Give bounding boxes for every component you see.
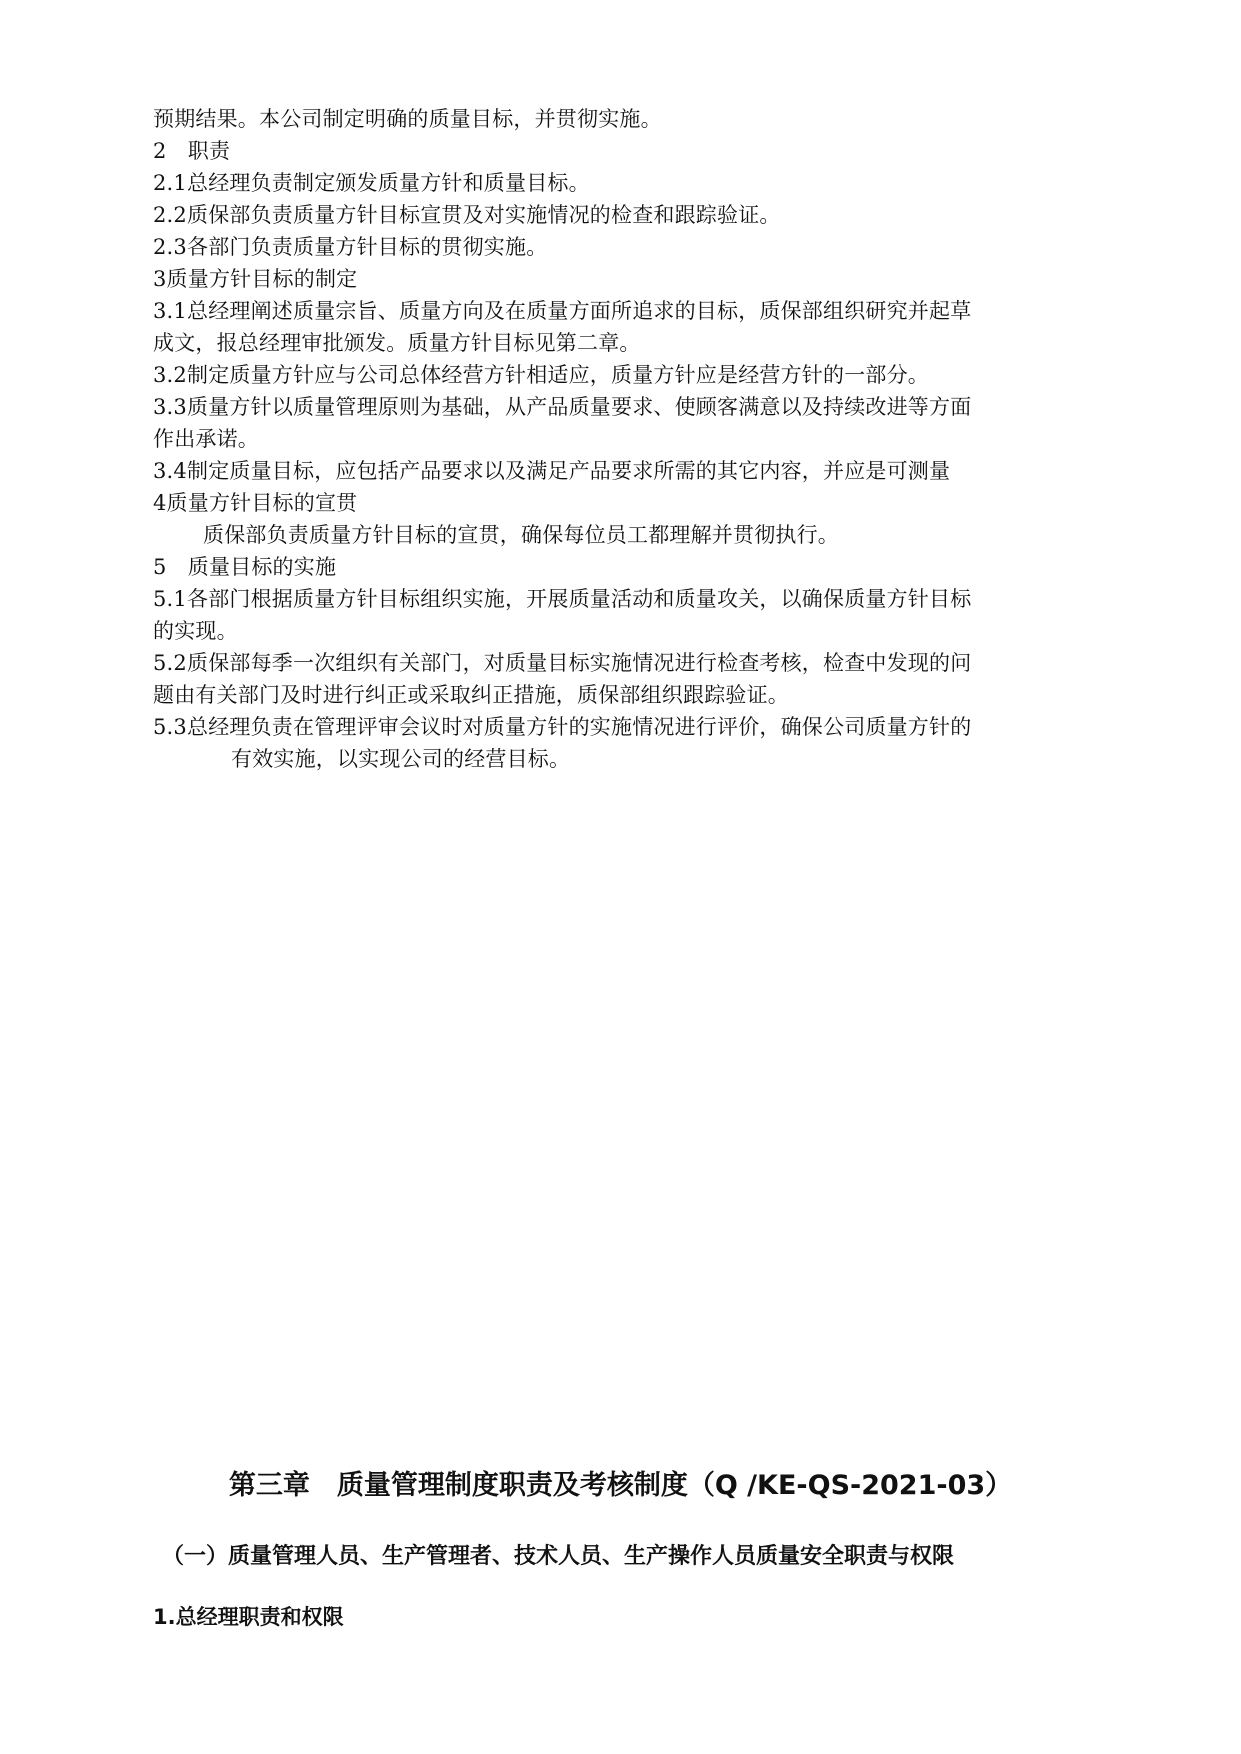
- body-text: [153, 103, 1108, 775]
- subsection-title: 1.总经理职责和权限: [153, 1605, 344, 1629]
- paragraph-line: 3.4制定质量目标，应包括产品要求以及满足产品要求所需的其它内容，并应是可测量: [153, 459, 951, 483]
- section-title: （一）质量管理人员、生产管理者、技术人员、生产操作人员质量安全职责与权限: [162, 1544, 955, 1569]
- paragraph-line: 5.1各部门根据质量方针目标组织实施，开展质量活动和质量攻关，以确保质量方针目标: [153, 587, 972, 611]
- paragraph-line: 题由有关部门及时进行纠正或采取纠正措施，质保部组织跟踪验证。: [153, 683, 789, 707]
- paragraph-line: 2.3各部门负责质量方针目标的贯彻实施。: [153, 235, 548, 259]
- heading-policy-formulation: 3质量方针目标的制定: [153, 267, 358, 291]
- paragraph-line: 5.2质保部每季一次组织有关部门，对质量目标实施情况进行检查考核，检查中发现的问: [153, 651, 972, 675]
- paragraph-line: 预期结果。本公司制定明确的质量目标，并贯彻实施。: [153, 107, 662, 131]
- paragraph-line: 3.1总经理阐述质量宗旨、质量方向及在质量方面所追求的目标，质保部组织研究并起草: [153, 299, 972, 323]
- heading-goal-implementation: 5 质量目标的实施: [153, 555, 337, 579]
- paragraph-line: 2.1总经理负责制定颁发质量方针和质量目标。: [153, 171, 590, 195]
- paragraph-line: 的实现。: [153, 619, 238, 643]
- paragraph-line: 成文，报总经理审批颁发。质量方针目标见第二章。: [153, 331, 641, 355]
- paragraph-line: 2.2质保部负责质量方针目标宣贯及对实施情况的检查和跟踪验证。: [153, 203, 781, 227]
- paragraph-line: 作出承诺。: [153, 427, 259, 451]
- heading-responsibilities: 2 职责: [153, 139, 231, 163]
- heading-policy-promotion: 4质量方针目标的宣贯: [153, 491, 358, 515]
- paragraph-line: 3.3质量方针以质量管理原则为基础，从产品质量要求、使顾客满意以及持续改进等方面: [153, 395, 972, 419]
- paragraph-line: 质保部负责质量方针目标的宣贯，确保每位员工都理解并贯彻执行。: [203, 523, 839, 547]
- paragraph-line: 3.2制定质量方针应与公司总体经营方针相适应，质量方针应是经营方针的一部分。: [153, 363, 929, 387]
- chapter-title: 第三章 质量管理制度职责及考核制度（Q /KE-QS-2021-03）: [228, 1470, 1013, 1501]
- paragraph-line: 有效实施，以实现公司的经营目标。: [231, 747, 571, 771]
- paragraph-line: 5.3总经理负责在管理评审会议时对质量方针的实施情况进行评价，确保公司质量方针的: [153, 715, 972, 739]
